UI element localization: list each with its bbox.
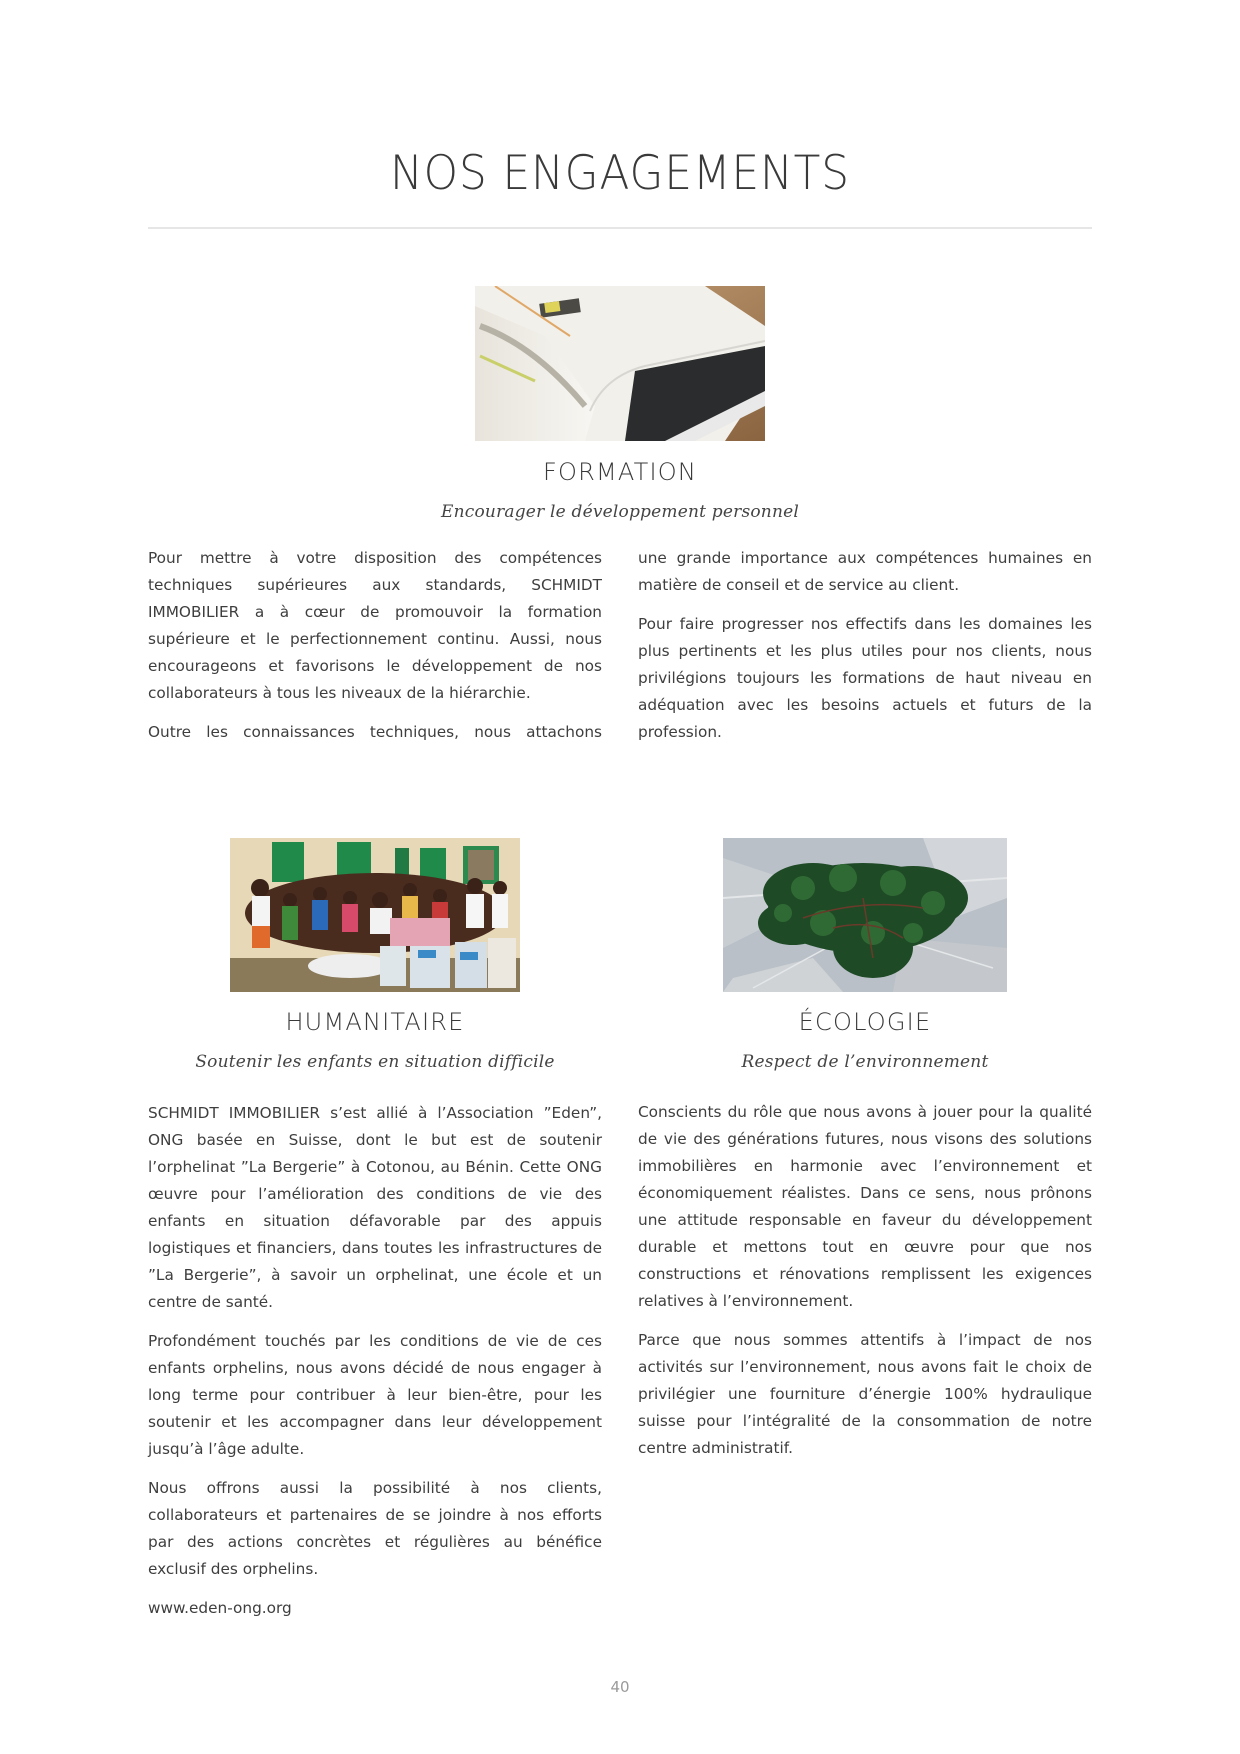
formation-image (475, 286, 765, 441)
ecologie-paragraph: Conscients du rôle que nous avons à jouer pour la qualité de vie des générations futures, nous visons des solutions immobilières en harmonie avec l’environnement et économiquement réalistes. Dans ce sens, nous prônons une attitude responsable en faveur du développement durable et mettons tout en œuvre pour que nos constructions et rénovations remplissent les exigences relatives à l’environnement. (638, 1103, 1092, 1310)
page-title: NOS ENGAGEMENTS (390, 146, 850, 201)
humanitaire-heading: HUMANITAIRE (285, 1008, 465, 1036)
ecologie-subtitle: Respect de l’environnement (741, 1052, 989, 1072)
ecologie-image (723, 838, 1007, 992)
formation-right-column (638, 545, 1092, 746)
formation-paragraph: une grande importance aux compétences humaines en matière de conseil et de service au client. (638, 549, 1092, 594)
ecologie-column (638, 1099, 1092, 1462)
formation-subtitle: Encourager le développement personnel (441, 502, 799, 522)
page-number: 40 (610, 1678, 630, 1696)
formation-left-column (148, 545, 602, 746)
humanitaire-paragraph: SCHMIDT IMMOBILIER s’est allié à l’Association ”Eden”, ONG basée en Suisse, dont le but est de soutenir l’orphelinat ”La Bergerie” à Cotonou, au Bénin. Cette ONG œuvre pour l’amélioration des conditions de vie des enfants en situation défavorable par des appuis logistiques et financiers, dans toutes les infrastructures de ”La Bergerie”, à savoir un orphelinat, une école et un centre de santé. (148, 1104, 602, 1311)
ecologie-paragraph: Parce que nous sommes attentifs à l’impact de nos activités sur l’environnement, nous avons fait le choix de privilégier une fourniture d’énergie 100% hydraulique suisse pour l’intégralité de la consommation de notre centre administratif. (638, 1331, 1092, 1457)
eden-website-link[interactable]: www.eden-ong.org (148, 1599, 292, 1617)
ecologie-heading: ÉCOLOGIE (798, 1008, 932, 1036)
humanitaire-paragraph: Nous offrons aussi la possibilité à nos clients, collaborateurs et partenaires de se joindre à nos efforts par des actions concrètes et régulières au bénéfice exclusif des orphelins. (148, 1479, 602, 1578)
formation-paragraph: Pour faire progresser nos effectifs dans les domaines les plus pertinents et les plus utiles pour nos clients, nous privilégions toujours les formations de haut niveau en adéquation avec les besoins actuels et futurs de la profession. (638, 615, 1092, 741)
humanitaire-image (230, 838, 520, 992)
title-divider (148, 227, 1092, 229)
humanitaire-column (148, 1100, 602, 1622)
formation-paragraph: Outre les connaissances techniques, nous attachons (148, 723, 602, 741)
formation-paragraph: Pour mettre à votre disposition des compétences techniques supérieures aux standards, SCHMIDT IMMOBILIER a à cœur de promouvoir la formation supérieure et le perfectionnement continu. Aussi, nous encourageons et favorisons le développement de nos collaborateurs à tous les niveaux de la hiérarchie. (148, 549, 602, 702)
humanitaire-paragraph: Profondément touchés par les conditions de vie de ces enfants orphelins, nous avons décidé de nous engager à long terme pour contribuer à leur bien-être, pour les soutenir et les accompagner dans leur développement jusqu’à l’âge adulte. (148, 1332, 602, 1458)
humanitaire-subtitle: Soutenir les enfants en situation difficile (195, 1052, 555, 1072)
formation-heading: FORMATION (542, 458, 697, 486)
